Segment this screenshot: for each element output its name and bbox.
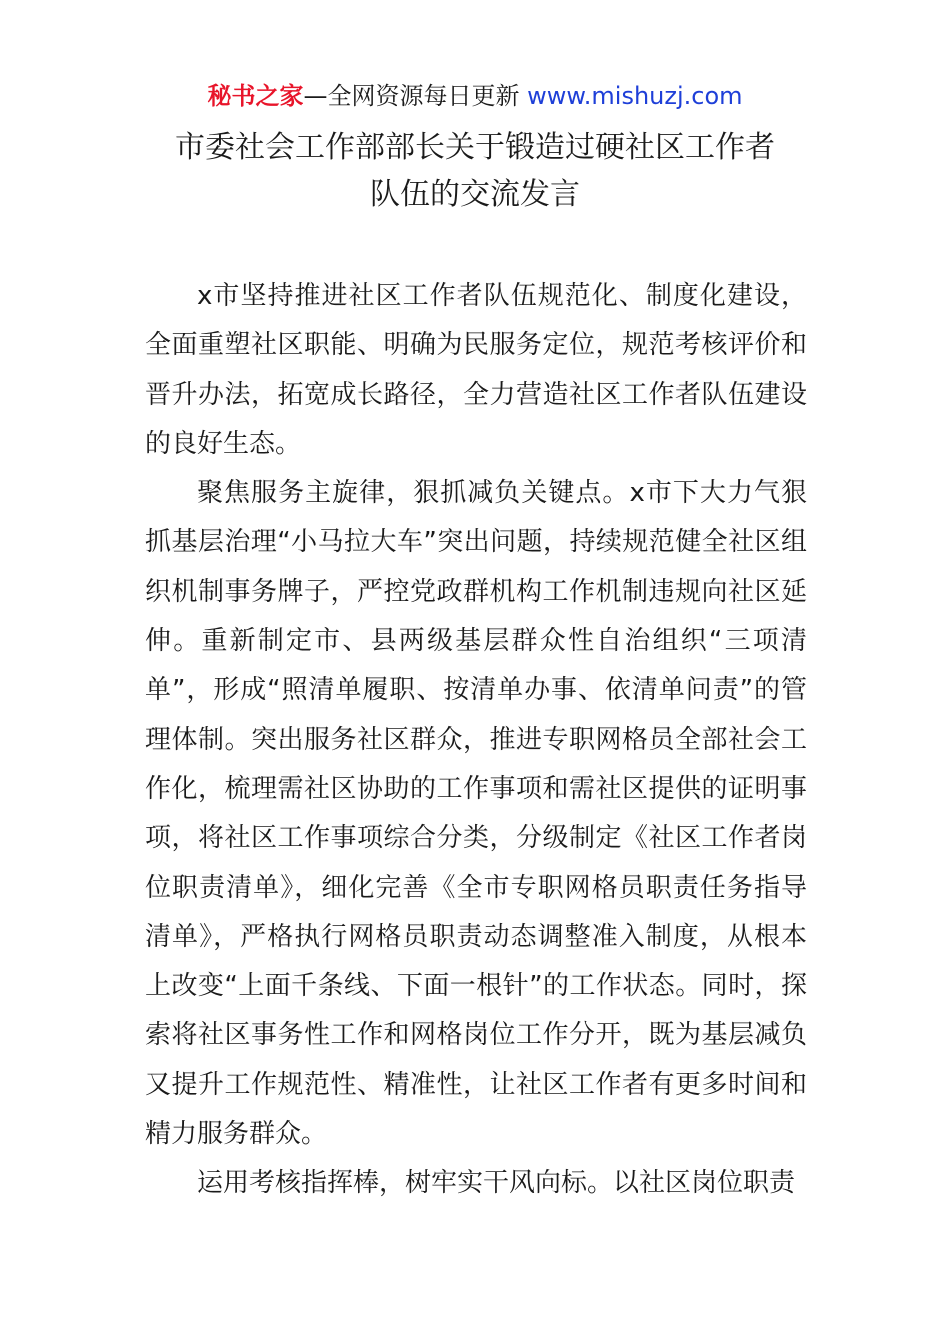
paragraph-1: x市坚持推进社区工作者队伍规范化、制度化建设，全面重塑社区职能、明确为民服务定位，规范考核评价和晋升办法，拓宽成长路径，全力营造社区工作者队伍建设的良好生态。: [145, 281, 807, 459]
site-url-link[interactable]: www.mishuzj.com: [527, 82, 743, 110]
document-body: [145, 272, 807, 1209]
site-tagline: —全网资源每日更新: [303, 82, 520, 110]
document-title: [120, 124, 830, 218]
site-name: 秘书之家: [207, 82, 304, 110]
title-line-1: 市委社会工作部部长关于锻造过硬社区工作者: [175, 130, 775, 165]
paragraph-3: 运用考核指挥棒，树牢实干风向标。以社区岗位职责: [197, 1168, 796, 1199]
title-line-2: 队伍的交流发言: [370, 177, 580, 212]
header-banner: [0, 80, 950, 112]
paragraph-2: 聚焦服务主旋律，狠抓减负关键点。x市下大力气狠抓基层治理“小马拉大车”突出问题，持续规范健全社区组织机制事务牌子，严控党政群机构工作机制违规向社区延伸。重新制定市、县两级基层群众性自治组织“三项清单”，形成“照清单履职、按清单办事、依清单问责”的管理体制。突出服务社区群众，推进专职网格员全部社会工作化，梳理需社区协助的工作事项和需社区提供的证明事项，将社区工作事项综合分类，分级制定《社区工作者岗位职责清单》，细化完善《全市专职网格员职责任务指导清单》，严格执行网格员职责动态调整准入制度，从根本上改变“上面千条线、下面一根针”的工作状态。同时，探索将社区事务性工作和网格岗位工作分开，既为基层减负又提升工作规范性、精准性，让社区工作者有更多时间和精力服务群众。: [145, 478, 807, 1150]
